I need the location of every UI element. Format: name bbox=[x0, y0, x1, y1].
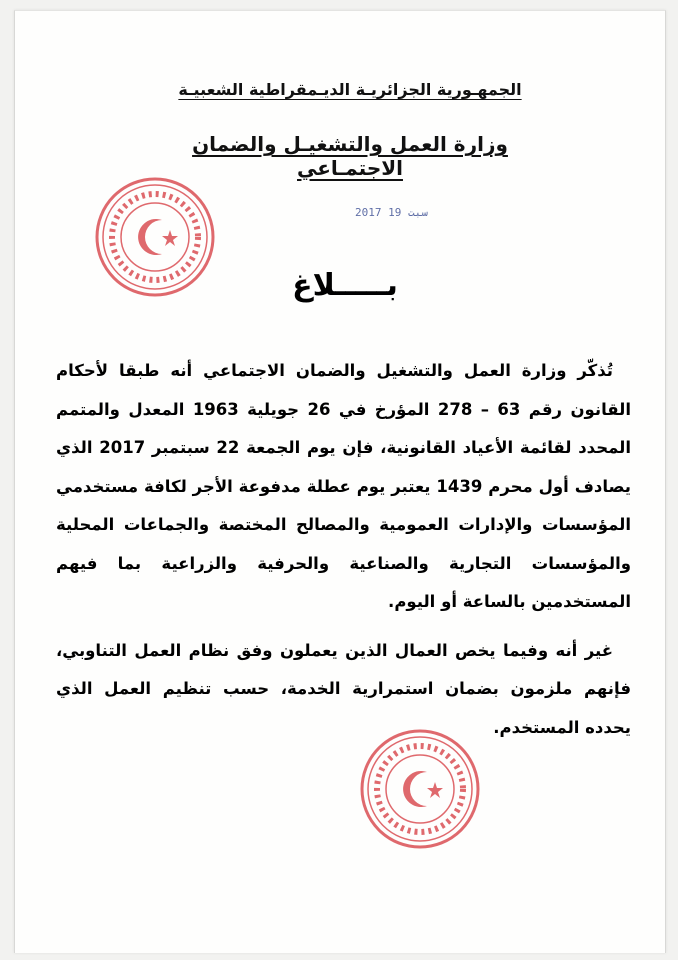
document-title: بـــــلاغ bbox=[292, 268, 398, 303]
body-paragraph-2: غير أنه وفيما يخص العمال الذين يعملون وفق نظام العمل التناوبي، فإنهم ملزمون بضمان استمرارية الخدمة، حسب تنظيم العمل الذي يحدده المستخدم. bbox=[56, 640, 631, 737]
document-body bbox=[56, 352, 631, 747]
ministry-header: وزارة العمل والتشغيـل والضمان الاجتمـاعي bbox=[192, 132, 508, 180]
official-seal-icon bbox=[355, 724, 485, 854]
body-paragraph-1: تُذكّر وزارة العمل والتشغيل والضمان الاجتماعي أنه طبقا لأحكام القانون رقم 63 – 278 المؤرخ في 26 جويلية 1963 المعدل والمتمم المحدد لقائمة الأعياد القانونية، فإن يوم الجمعة 22 سبتمبر 2017 الذي يصادف أول محرم 1439 يعتبر يوم عطلة مدفوعة الأجر لكافة مستخدمي المؤسسات والإدارات العمومية والمصالح المختصة والجماعات المحلية والمؤسسات التجارية والصناعية والحرفية والزراعية بما فيهم المستخدمين بالساعة أو اليوم. bbox=[56, 361, 632, 611]
date-stamp: 2017 سبت 19 bbox=[355, 206, 428, 219]
republic-header: الجمهـورية الجزائريـة الديـمقراطية الشعبيـة bbox=[178, 80, 522, 99]
official-seal-icon bbox=[90, 172, 220, 302]
